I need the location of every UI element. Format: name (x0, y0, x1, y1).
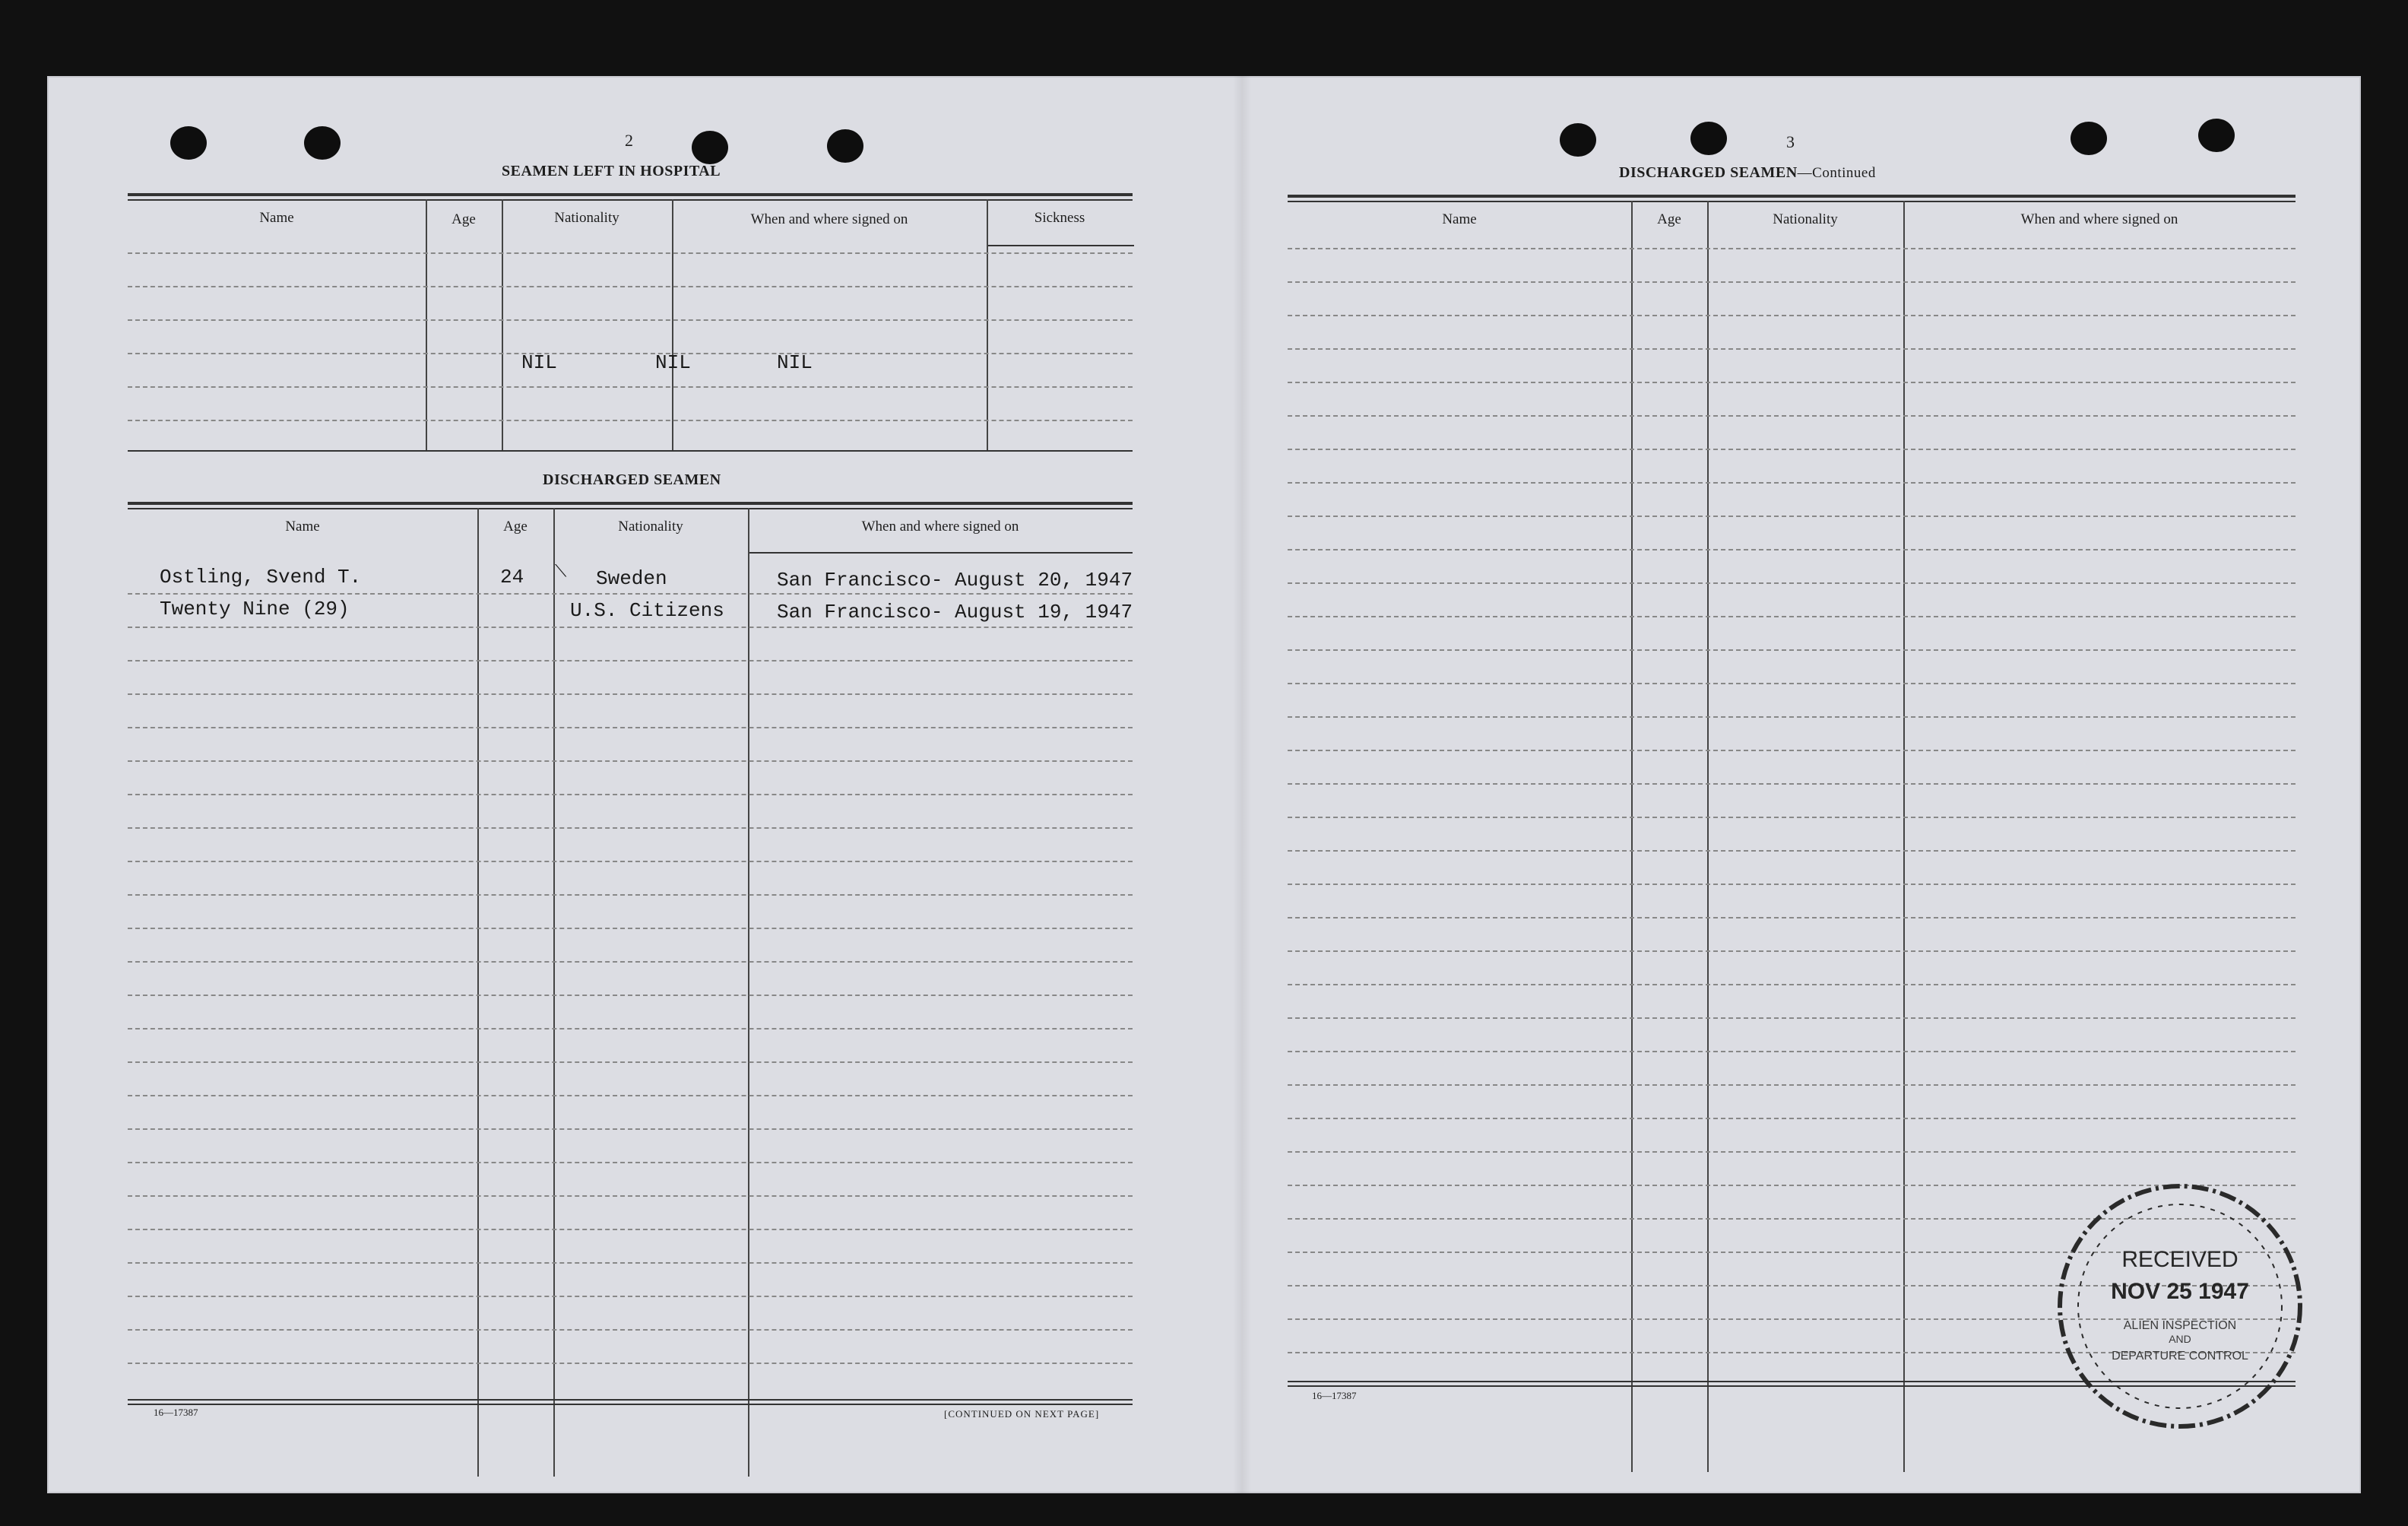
row-rule (1288, 582, 2296, 584)
column-divider (1707, 201, 1709, 1472)
row-rule (1288, 1051, 2296, 1052)
row-rule (128, 827, 1133, 829)
row-rule (1288, 1118, 2296, 1119)
row-rule (1288, 884, 2296, 885)
title-suffix: —Continued (1797, 165, 1876, 181)
column-header-name: Name (259, 210, 294, 226)
column-divider (553, 508, 555, 1477)
row-rule (128, 861, 1133, 862)
row-rule (128, 420, 1133, 421)
seaman-signed-on: San Francisco- August 19, 1947 (777, 601, 1133, 623)
table-top-rule (1288, 195, 2296, 198)
discharged-continued-title (1619, 164, 1876, 182)
row-rule (1288, 649, 2296, 651)
row-rule (128, 1229, 1133, 1230)
row-rule (128, 928, 1133, 929)
table-top-rule (128, 502, 1133, 505)
row-rule (1288, 917, 2296, 918)
row-rule (128, 693, 1133, 695)
row-rule (128, 1195, 1133, 1197)
nil-entry: NIL (655, 351, 691, 374)
column-header-nationality: Nationality (554, 210, 619, 226)
stamp-departure: DEPARTURE CONTROL (2112, 1350, 2248, 1363)
stamp-and: AND (2169, 1333, 2191, 1345)
column-header-age: Age (503, 519, 528, 535)
column-header-sickness: Sickness (1034, 210, 1085, 226)
row-rule (128, 1028, 1133, 1029)
column-header-nationality: Nationality (1773, 211, 1838, 227)
seaman-age: 24 (500, 566, 524, 589)
continued-note: [CONTINUED ON NEXT PAGE] (944, 1408, 1100, 1420)
form-number: 16—17387 (154, 1407, 198, 1418)
row-rule (1288, 315, 2296, 316)
row-rule (1288, 984, 2296, 985)
table-bottom-rule (128, 1399, 1133, 1401)
stamp-received: RECEIVED (2121, 1247, 2238, 1272)
mark-dash: ⟍ (555, 563, 567, 582)
column-divider (1903, 201, 1905, 1472)
center-fold (1233, 76, 1251, 1493)
row-rule (128, 1095, 1133, 1096)
hospital-section-title: SEAMEN LEFT IN HOSPITAL (502, 163, 721, 179)
table-top-rule (128, 193, 1133, 196)
row-rule (1288, 1017, 2296, 1019)
row-rule (1288, 616, 2296, 617)
row-rule (1288, 482, 2296, 484)
row-rule (1288, 683, 2296, 684)
row-rule (128, 252, 1133, 254)
row-rule (1288, 783, 2296, 785)
row-rule (128, 1296, 1133, 1297)
row-rule (128, 319, 1133, 321)
column-divider (748, 508, 749, 1477)
row-rule (1288, 348, 2296, 350)
row-rule (128, 995, 1133, 996)
row-rule (1288, 248, 2296, 249)
punch-hole (1690, 122, 1727, 155)
received-stamp (2051, 1177, 2309, 1436)
row-rule (128, 286, 1133, 287)
column-header-signed-on: When and where signed on (750, 211, 908, 227)
row-rule (1288, 950, 2296, 952)
row-rule (128, 1329, 1133, 1331)
column-header-name: Name (285, 519, 320, 535)
column-divider (672, 199, 673, 450)
stamp-office: ALIEN INSPECTION (2123, 1319, 2237, 1332)
row-rule (128, 1061, 1133, 1063)
row-rule (128, 727, 1133, 728)
punch-hole (827, 129, 863, 163)
seaman-nationality: Sweden (596, 567, 667, 590)
row-rule (128, 593, 1133, 595)
row-rule (128, 794, 1133, 795)
row-rule (1288, 850, 2296, 852)
punch-hole (170, 126, 207, 160)
row-rule (128, 760, 1133, 762)
row-rule (128, 1262, 1133, 1264)
row-rule (1288, 716, 2296, 718)
document-sheet (47, 76, 2361, 1493)
seaman-signed-on: San Francisco- August 20, 1947 (777, 569, 1133, 592)
row-rule (1288, 415, 2296, 417)
seaman-name: Twenty Nine (29) (160, 598, 350, 620)
column-header-age: Age (452, 211, 476, 227)
column-header-signed-on: When and where signed on (861, 519, 1019, 535)
table-top-rule (1288, 201, 2296, 202)
row-rule (128, 1162, 1133, 1163)
punch-hole (692, 131, 728, 164)
column-divider (987, 199, 988, 450)
column-divider (502, 199, 503, 450)
punch-hole (1560, 123, 1596, 157)
column-divider (1631, 201, 1633, 1472)
column-header-nationality: Nationality (618, 519, 683, 535)
column-divider (477, 508, 479, 1477)
column-header-age: Age (1657, 211, 1681, 227)
row-rule (128, 894, 1133, 896)
row-rule (128, 1128, 1133, 1130)
title-text: DISCHARGED SEAMEN (1619, 164, 1798, 181)
row-rule (1288, 382, 2296, 383)
seaman-name: Ostling, Svend T. (160, 566, 362, 589)
row-rule (128, 961, 1133, 963)
table-bottom-rule (128, 1404, 1133, 1405)
nil-entry: NIL (521, 351, 557, 374)
header-rule (987, 245, 1134, 246)
column-header-name: Name (1442, 211, 1477, 227)
punch-hole (2071, 122, 2107, 155)
punch-hole (304, 126, 341, 160)
table-top-rule (128, 199, 1133, 201)
seaman-nationality: U.S. Citizens (570, 599, 724, 622)
column-divider (426, 199, 427, 450)
row-rule (1288, 449, 2296, 450)
row-rule (1288, 516, 2296, 517)
stamp-date: NOV 25 1947 (2111, 1279, 2249, 1304)
row-rule (1288, 817, 2296, 818)
row-rule (128, 1363, 1133, 1364)
row-rule (1288, 549, 2296, 550)
row-rule (1288, 1084, 2296, 1086)
form-number: 16—17387 (1312, 1390, 1357, 1401)
page-number: 2 (625, 131, 633, 150)
row-rule (128, 386, 1133, 388)
row-rule (128, 353, 1133, 354)
page-number: 3 (1786, 132, 1795, 151)
punch-hole (2198, 119, 2235, 152)
nil-entry: NIL (777, 351, 813, 374)
row-rule (1288, 750, 2296, 751)
row-rule (128, 660, 1133, 661)
discharged-section-title: DISCHARGED SEAMEN (543, 471, 721, 488)
table-bottom-rule (128, 450, 1133, 452)
header-rule (748, 552, 1133, 554)
column-header-signed-on: When and where signed on (2020, 211, 2178, 227)
row-rule (1288, 1151, 2296, 1153)
table-top-rule (128, 508, 1133, 509)
row-rule (128, 627, 1133, 628)
row-rule (1288, 281, 2296, 283)
